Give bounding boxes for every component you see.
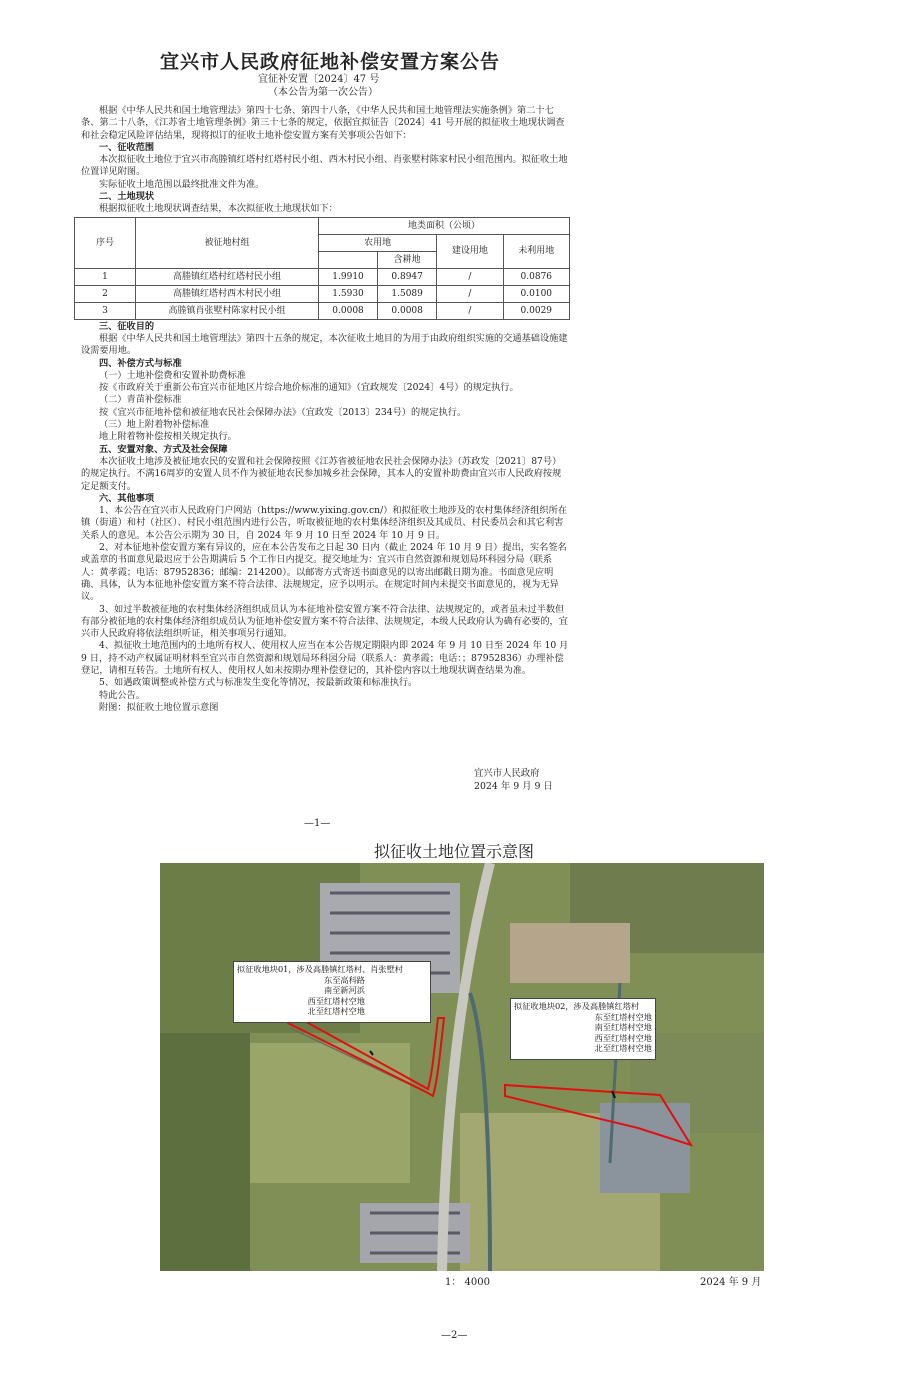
cell-farm: 1.9910 xyxy=(319,268,378,285)
header-farm-blank xyxy=(319,251,378,268)
other-item-1: 1、本公告在宜兴市人民政府门户网站（https://www.yixing.gov.cn/）和拟征收土地涉及的农村集体经济组织所在镇（街道）和村（社区）、村民小组范围内进行公告，听取被征地的农村集体经济组织及其成员、村民委员会和其它利害关系人的意见。本公告公示期为 30 日，自 2024 年 9 月 10 日至 2024 年 10 月 9 日。 xyxy=(81,505,567,541)
heading-other: 六、其他事项 xyxy=(99,492,155,504)
header-seq: 序号 xyxy=(75,217,136,268)
document-number: 宜征补安置〔2024〕47 号 xyxy=(258,74,380,85)
sub-heading-land: （一）土地补偿费和安置补助费标准 xyxy=(99,369,246,381)
signature-org: 宜兴市人民政府 xyxy=(474,768,540,779)
status-paragraph: 根据拟征收土地现状调查结果，本次拟征收土地现状如下： xyxy=(99,203,338,215)
block-01-north: 北至红塔村空地 xyxy=(307,1006,365,1016)
map-title: 拟征收土地位置示意图 xyxy=(374,842,535,861)
block-01-west: 西至红塔村空地 xyxy=(307,995,365,1006)
heading-status: 二、土地现状 xyxy=(99,191,155,203)
other-item-4: 4、拟征收土地范围内的土地所有权人、使用权人应当在本公告规定期限内即 2024 年 9 月 10 日至 2024 年 10 月 9 日，持不动产权属证明材料至宜兴市自然资源和规划局环科园分局（联系人：黄孝霞；电话：；87952836）办理补偿登记，请相互转告。土地所有权人、使用权人如未按期办理补偿登记的，其补偿内容以土地现状调查结果为准。 xyxy=(81,640,569,676)
cell-farm: 0.0008 xyxy=(319,302,378,319)
cell-unused: 0.0029 xyxy=(503,302,569,319)
scope-note: 实际征收土地范围以最终批准文件为准。 xyxy=(99,178,265,190)
cell-group: 高塍镇红塔村西木村民小组 xyxy=(136,285,319,302)
block-01-title: 拟征收地块01，涉及高塍镇红塔村、肖张墅村 xyxy=(237,964,403,974)
page-number-2: —2— xyxy=(441,1330,468,1341)
resettlement-paragraph: 本次征收土地涉及被征地农民的安置和社会保障按照《江苏省被征地农民社会保障办法》（苏政发〔2021〕87号）的规定执行。不满16周岁的安置人员不作为被征地农民参加城乡社会保障，其本人的安置补助费由宜兴市人民政府按规定足额支付。 xyxy=(81,455,562,492)
header-group: 被征地村组 xyxy=(136,217,319,268)
notice-title: 宜兴市人民政府征地补偿安置方案公告 xyxy=(160,51,501,73)
attachment-note: 附图：拟征收土地位置示意图 xyxy=(99,701,219,713)
cell-seq: 3 xyxy=(75,302,136,319)
cell-unused: 0.0876 xyxy=(503,268,569,285)
cell-seq: 1 xyxy=(75,268,136,285)
page-number-1: —1— xyxy=(304,818,331,829)
other-item-3: 3、如过半数被征地的农村集体经济组织成员认为本征地补偿安置方案不符合法律、法规规定的，或者虽未过半数但有部分被征地的农村集体经济组织成员认为征地补偿安置方案不符合法律、法规规定，本级人民政府认为确有必要的，宜兴市人民政府将依法组织听证，相关事项另行通知。 xyxy=(81,603,568,640)
cell-build: / xyxy=(437,268,503,285)
header-arable: 含耕地 xyxy=(378,251,437,268)
block-01-east: 东至高科路 xyxy=(324,974,365,985)
closing-text: 特此公告。 xyxy=(99,689,145,701)
table-row xyxy=(75,302,570,319)
satellite-image xyxy=(160,863,764,1271)
cell-seq: 2 xyxy=(75,285,136,302)
purpose-paragraph: 根据《中华人民共和国土地管理法》第四十五条的规定，本次征收土地目的为用于由政府组织实施的交通基础设施建设需要用地。 xyxy=(81,332,568,357)
intro-paragraph: 根据《中华人民共和国土地管理法》第四十七条、第四十八条，《中华人民共和国土地管理法实施条例》第二十七条、第二十八条，《江苏省土地管理条例》第三十七条的规定，依据宜拟征告〔2024〕41 号开展的拟征收土地现状调查和社会稳定风险评估结果，现将拟订的征收土地补偿安置方案有关事项公告如下： xyxy=(81,105,565,141)
notice-body xyxy=(81,105,569,714)
crop-standard: 按《宜兴市征地补偿和被征地农民社会保障办法》（宜政发〔2013〕234号）的规定执行。 xyxy=(99,406,467,418)
block-02-title: 拟征收地块02，涉及高塍镇红塔村 xyxy=(514,1001,640,1011)
sub-heading-attachment: （三）地上附着物补偿标准 xyxy=(99,419,210,431)
heading-compensation: 四、补偿方式与标准 xyxy=(99,357,182,369)
scope-paragraph: 本次拟征收土地位于宜兴市高塍镇红塔村红塔村民小组、西木村民小组、肖张墅村陈家村民小组范围内。拟征收土地位置详见附图。 xyxy=(81,154,568,178)
block-02-north: 北至红塔村空地 xyxy=(594,1043,652,1053)
attachment-standard: 地上附着物补偿按相关规定执行。 xyxy=(99,431,237,443)
cell-build: / xyxy=(437,302,503,319)
heading-purpose: 三、征收目的 xyxy=(99,320,155,332)
block-02-east: 东至红塔村空地 xyxy=(594,1011,652,1022)
location-map xyxy=(160,863,764,1271)
cell-build: / xyxy=(437,285,503,302)
header-build: 建设用地 xyxy=(437,234,503,268)
cell-farm: 1.5930 xyxy=(319,285,378,302)
map-date: 2024 年 9 月 xyxy=(700,1277,762,1288)
cell-unused: 0.0100 xyxy=(503,285,569,302)
header-unused: 未利用地 xyxy=(503,234,569,268)
heading-resettlement: 五、安置对象、方式及社会保障 xyxy=(99,443,228,455)
signature-block xyxy=(474,767,553,793)
header-area: 地类面积（公顷） xyxy=(319,217,570,234)
other-item-5: 5、如遇政策调整或补偿方式与标准发生变化等情况，按最新政策和标准执行。 xyxy=(99,677,418,689)
heading-scope: 一、征收范围 xyxy=(99,141,155,153)
block-02-south: 南至红塔村空地 xyxy=(594,1022,652,1032)
cell-arable: 1.5089 xyxy=(378,285,437,302)
sub-heading-crop: （二）青苗补偿标准 xyxy=(99,394,182,406)
cell-group: 高塍镇红塔村红塔村民小组 xyxy=(136,268,319,285)
block-01-label xyxy=(233,961,431,1023)
header-farm: 农用地 xyxy=(319,234,437,251)
notice-note: （本公告为第一次公告） xyxy=(268,87,378,98)
land-status-table xyxy=(74,217,570,320)
land-standard: 按《市政府关于重新公布宜兴市征地区片综合地价标准的通知》（宜政规发〔2024〕4号）的规定执行。 xyxy=(99,382,519,394)
table-row xyxy=(75,285,570,302)
block-01-south: 南至新河浜 xyxy=(324,985,365,995)
block-02-west: 西至红塔村空地 xyxy=(594,1032,652,1043)
cell-arable: 0.0008 xyxy=(378,302,437,319)
table-row xyxy=(75,268,570,285)
map-scale: 1： 4000 xyxy=(445,1277,490,1288)
cell-arable: 0.8947 xyxy=(378,268,437,285)
block-02-label xyxy=(510,998,656,1060)
other-item-2: 2、对本征地补偿安置方案有异议的，应在本公告发布之日起 30 日内（截止 2024 年 10 月 9 日）提出，实名签名或盖章的书面意见最迟应于公告期满后 5 个工作日内提交。提交地址为：宜兴市自然资源和规划局环科园分局（联系人：黄孝霞；电话：87952836；邮编：214200）。以邮寄方式寄送书面意见的以寄出邮戳日期为准。书面意见应明确、具体，认为本征地补偿安置方案不符合法律、法规规定，应予以明示。在规定时间内未提交书面意见的，视为无异议。 xyxy=(81,542,567,603)
cell-group: 高塍镇肖张墅村陈家村民小组 xyxy=(136,302,319,319)
signature-date: 2024 年 9 月 9 日 xyxy=(474,781,553,792)
